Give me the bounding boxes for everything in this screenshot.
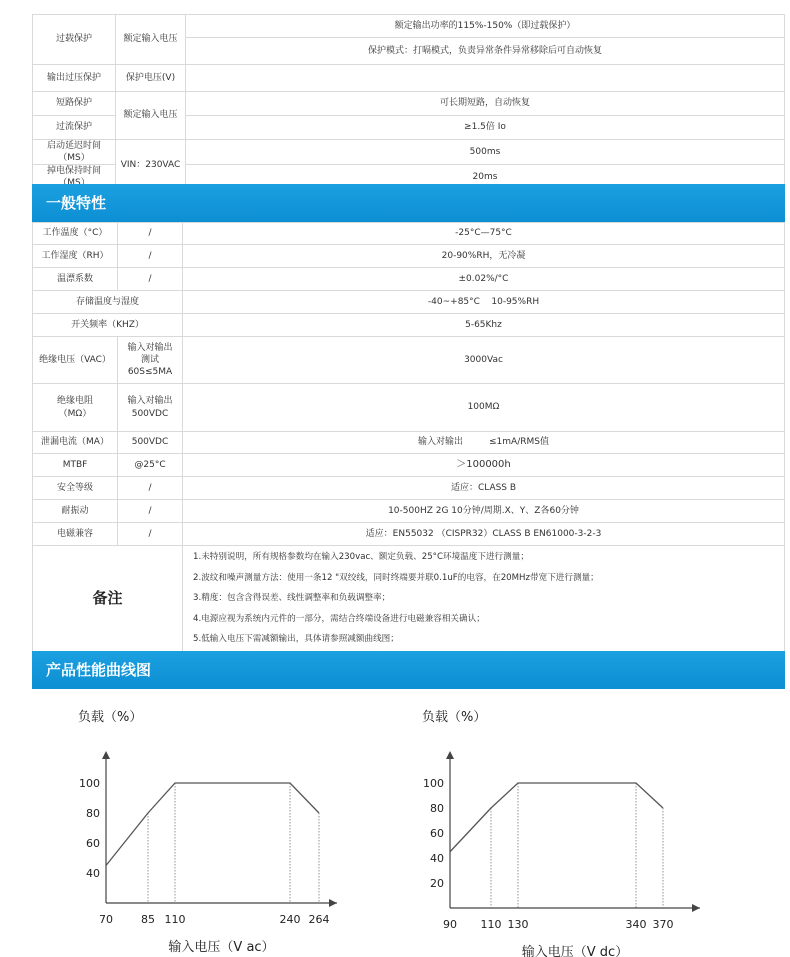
note-item: 1.未特别说明，所有规格参数均在输入230vac、额定负载、25°C环境温度下进行测量； <box>193 552 529 563</box>
x-axis-arrow-icon <box>692 904 700 912</box>
overload-label: 过载保护 <box>33 15 116 65</box>
holdup-value: 20ms <box>186 165 785 190</box>
x-axis-label: 输入电压（V dc） <box>521 945 629 957</box>
leakage-value: 输入对输出 ≤1mA/RMS值 <box>183 432 785 454</box>
iso-resistance-cond: 输入对输出 500VDC <box>118 384 183 432</box>
x-tick-label: 340 <box>625 918 647 931</box>
iso-resistance-label: 绝缘电阻 （MΩ） <box>33 384 118 432</box>
note-item: 4.电源应视为系统内元件的一部分，需结合终端设备进行电磁兼容相关确认； <box>193 613 485 624</box>
temp-label: 工作温度（°C） <box>33 223 118 245</box>
ovp-cond: 保护电压(V) <box>116 65 186 92</box>
temp-value: -25°C—75°C <box>183 223 785 245</box>
x-axis-label: 输入电压（V ac） <box>168 940 275 955</box>
vibration-cond: / <box>118 500 183 523</box>
x-tick-label: 264 <box>308 913 330 926</box>
derating-curve <box>106 783 319 866</box>
tempco-cond: / <box>118 268 183 291</box>
notes-title: 备注 <box>33 546 183 652</box>
startup-delay-value: 500ms <box>186 140 785 165</box>
ocp-label: 过流保护 <box>33 116 116 140</box>
notes-list <box>183 546 785 652</box>
tempco-label: 温漂系数 <box>33 268 118 291</box>
vin-cond: VIN：230VAC <box>116 140 186 191</box>
ocp-value: ≥1.5倍 Io <box>186 116 785 140</box>
switch-freq-label: 开关频率（KHZ） <box>33 314 183 337</box>
section-curve-header: 产品性能曲线图 <box>32 651 785 689</box>
general-table <box>32 222 785 546</box>
humidity-label: 工作湿度（RH） <box>33 245 118 268</box>
ovp-value <box>186 65 785 92</box>
x-tick-label: 240 <box>279 913 301 926</box>
humidity-cond: / <box>118 245 183 268</box>
y-tick-label: 60 <box>430 827 444 840</box>
derating-chart-ac <box>30 695 400 957</box>
leakage-label: 泄漏电流（MA） <box>33 432 118 454</box>
mtbf-cond: @25°C <box>118 454 183 477</box>
x-tick-label: 110 <box>480 918 502 931</box>
y-axis-label: 负载（%） <box>422 710 487 725</box>
leakage-cond: 500VDC <box>118 432 183 454</box>
emc-label: 电磁兼容 <box>33 523 118 546</box>
x-tick-label: 110 <box>164 913 186 926</box>
notes-table <box>32 545 785 652</box>
x-axis-arrow-icon <box>329 899 337 907</box>
y-tick-label: 100 <box>79 777 100 790</box>
emc-value: 适应：EN55032 （CISPR32）CLASS B EN61000-3-2-3 <box>183 523 785 546</box>
switch-freq-value: 5-65Khz <box>183 314 785 337</box>
storage-value: -40~+85°C 10-95%RH <box>183 291 785 314</box>
safety-value: 适应：CLASS B <box>183 477 785 500</box>
x-tick-label: 130 <box>507 918 529 931</box>
humidity-value: 20-90%RH，无冷凝 <box>183 245 785 268</box>
y-axis-arrow-icon <box>102 751 110 759</box>
iso-voltage-label: 绝缘电压（VAC） <box>33 337 118 384</box>
y-tick-label: 40 <box>86 867 100 880</box>
x-tick-label: 90 <box>443 918 457 931</box>
section-general-header: 一般特性 <box>32 184 785 222</box>
iso-voltage-value: 3000Vac <box>183 337 785 384</box>
y-tick-label: 80 <box>430 802 444 815</box>
note-item: 3.精度：包含含得误差、线性调整率和负载调整率； <box>193 593 391 604</box>
note-item: 5.低输入电压下需减额输出，具体请参照减额曲线图； <box>193 634 399 645</box>
short-cond: 额定输入电压 <box>116 92 186 140</box>
temp-cond: / <box>118 223 183 245</box>
tempco-value: ±0.02%/°C <box>183 268 785 291</box>
y-tick-label: 80 <box>86 807 100 820</box>
y-tick-label: 60 <box>86 837 100 850</box>
iso-resistance-value: 100MΩ <box>183 384 785 432</box>
storage-label: 存储温度与湿度 <box>33 291 183 314</box>
y-tick-label: 20 <box>430 877 444 890</box>
mtbf-label: MTBF <box>33 454 118 477</box>
x-tick-label: 85 <box>141 913 155 926</box>
iso-voltage-cond: 输入对输出 测试60S≤5MA <box>118 337 183 384</box>
safety-label: 安全等级 <box>33 477 118 500</box>
short-label: 短路保护 <box>33 92 116 116</box>
emc-cond: / <box>118 523 183 546</box>
short-value: 可长期短路，自动恢复 <box>186 92 785 116</box>
derating-curve <box>450 783 663 852</box>
y-tick-label: 100 <box>423 777 444 790</box>
startup-delay-label: 启动延迟时间（MS） <box>33 140 116 165</box>
ovp-label: 输出过压保护 <box>33 65 116 92</box>
vibration-label: 耐振动 <box>33 500 118 523</box>
note-item: 2.波纹和噪声测量方法：使用一条12 "双绞线，同时终端要并联0.1uF的电容，在20MHz带宽下进行测量； <box>193 572 599 583</box>
holdup-label: 掉电保持时间 <box>33 165 116 190</box>
protection-table <box>32 14 785 191</box>
mtbf-value: ＞100000h <box>183 454 785 477</box>
y-axis-arrow-icon <box>446 751 454 759</box>
overload-value-2: 保护模式：打嗝模式，负责异常条件异常移除后可自动恢复 <box>186 38 785 65</box>
x-tick-label: 370 <box>652 918 674 931</box>
overload-value-1: 额定输出功率的115%-150%（即过载保护） <box>186 15 785 38</box>
overload-cond: 额定输入电压 <box>116 15 186 65</box>
safety-cond: / <box>118 477 183 500</box>
y-tick-label: 40 <box>430 852 444 865</box>
derating-chart-dc <box>410 695 780 957</box>
x-tick-label: 70 <box>99 913 113 926</box>
vibration-value: 10-500HZ 2G 10分钟/周期.X、Y、Z各60分钟 <box>183 500 785 523</box>
y-axis-label: 负载（%） <box>78 710 143 725</box>
